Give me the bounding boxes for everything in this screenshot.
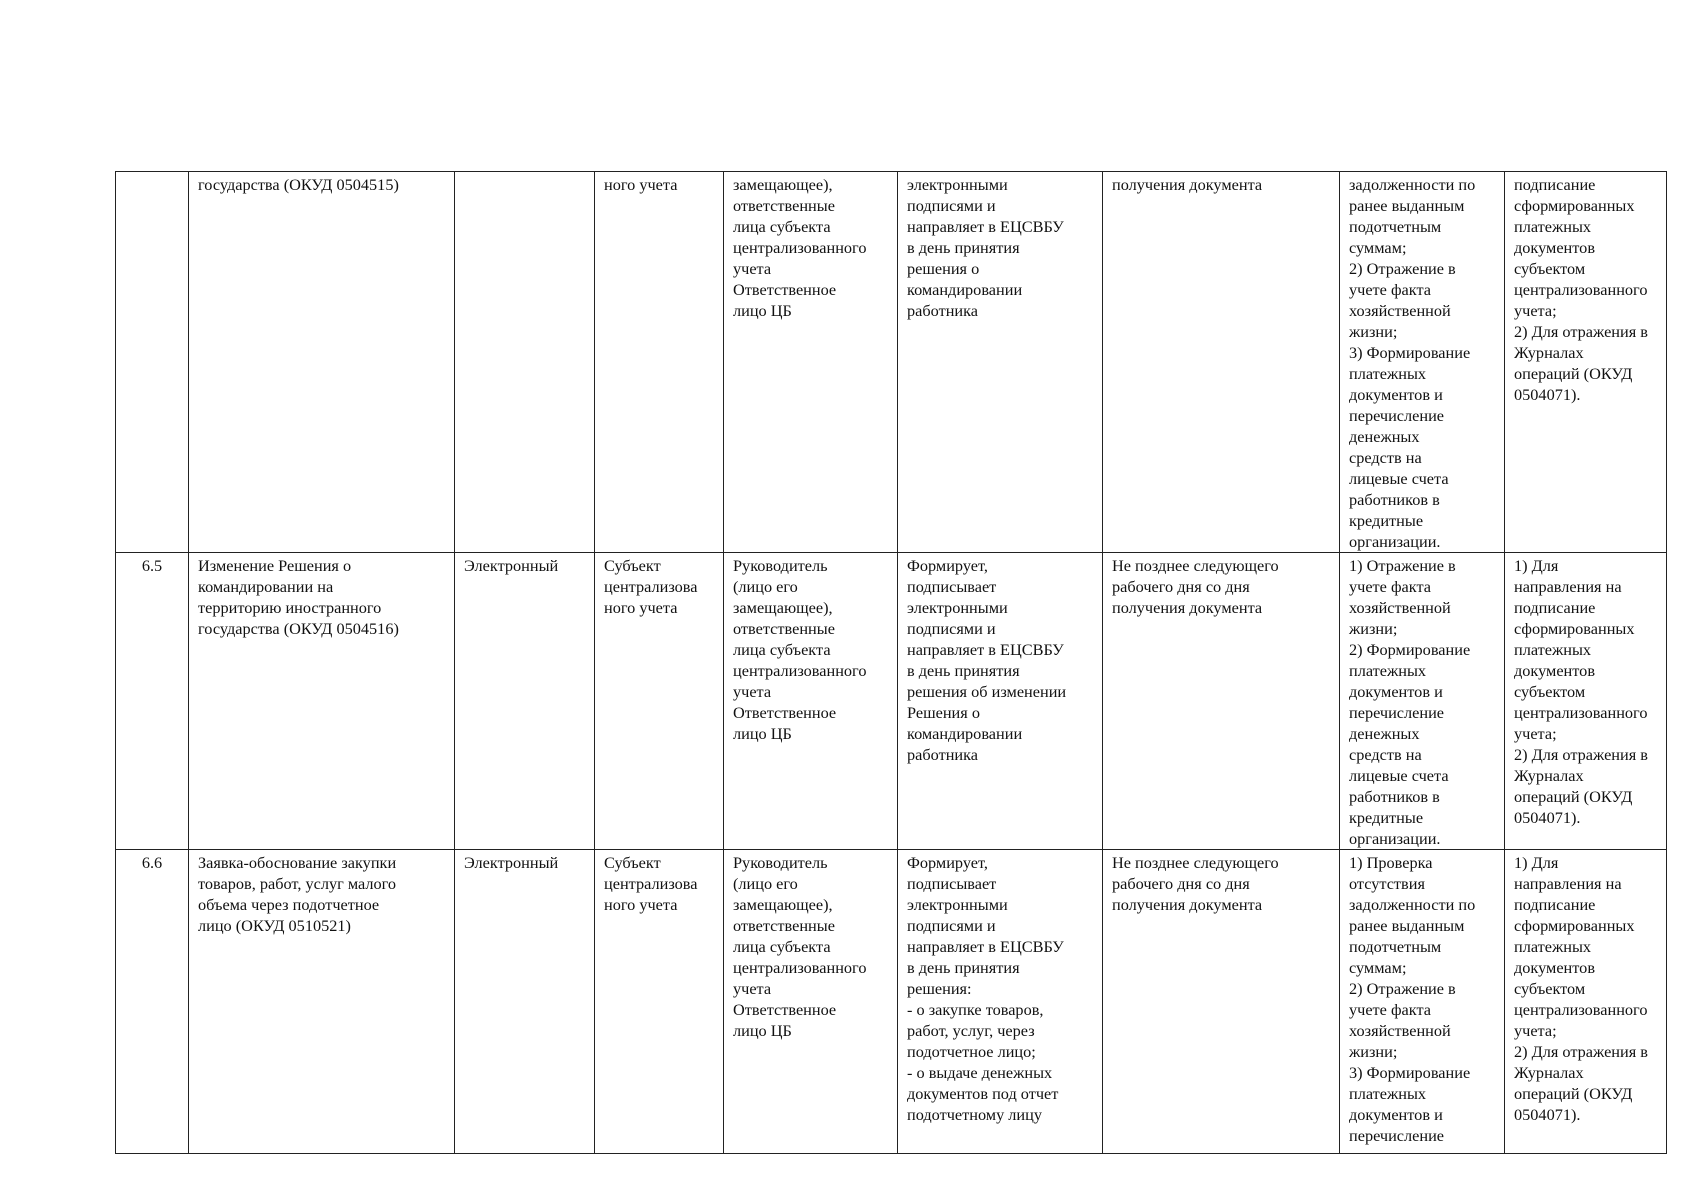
- deadline-cell: Не позднее следующего рабочего дня со дня получения документа: [1103, 850, 1340, 1154]
- document-form-cell: Электронный: [455, 850, 595, 1154]
- document-form-cell: Электронный: [455, 553, 595, 850]
- subject-purpose-cell: 1) Для направления на подписание сформированных платежных документов субъектом централизованного учета; 2) Для отражения в Журналах операций (ОКУД 0504071).: [1505, 850, 1667, 1154]
- table-row: [116, 172, 1667, 553]
- originator-cell: Субъект централизова ного учета: [595, 553, 724, 850]
- subject-purpose-cell: подписание сформированных платежных документов субъектом централизованного учета; 2) Для отражения в Журналах операций (ОКУД 0504071).: [1505, 172, 1667, 553]
- row-number-cell: 6.5: [116, 553, 189, 850]
- responsible-persons-cell: замещающее), ответственные лица субъекта централизованного учета Ответственное лицо ЦБ: [724, 172, 898, 553]
- actions-cell: Формирует, подписывает электронными подписями и направляет в ЕЦСВБУ в день принятия решения об изменении Решения о командировании работника: [898, 553, 1103, 850]
- actions-cell: Формирует, подписывает электронными подписями и направляет в ЕЦСВБУ в день принятия решения: - о закупке товаров, работ, услуг, через подотчетное лицо; - о выдаче денежных документов под отчет подотчетному лицу: [898, 850, 1103, 1154]
- row-number-cell: 6.6: [116, 850, 189, 1154]
- document-name-cell: государства (ОКУД 0504515): [189, 172, 455, 553]
- document-form-cell: [455, 172, 595, 553]
- responsible-persons-cell: Руководитель (лицо его замещающее), ответственные лица субъекта централизованного учета Ответственное лицо ЦБ: [724, 850, 898, 1154]
- deadline-cell: Не позднее следующего рабочего дня со дня получения документа: [1103, 553, 1340, 850]
- document-table: [115, 171, 1667, 1154]
- accounting-purpose-cell: 1) Проверка отсутствия задолженности по ранее выданным подотчетным суммам; 2) Отражение в учете факта хозяйственной жизни; 3) Формирование платежных документов и перечисление: [1340, 850, 1505, 1154]
- table-row: [116, 850, 1667, 1154]
- actions-cell: электронными подписями и направляет в ЕЦСВБУ в день принятия решения о командировании работника: [898, 172, 1103, 553]
- accounting-purpose-cell: 1) Отражение в учете факта хозяйственной жизни; 2) Формирование платежных документов и перечисление денежных средств на лицевые счета работников в кредитные организации.: [1340, 553, 1505, 850]
- originator-cell: ного учета: [595, 172, 724, 553]
- originator-cell: Субъект централизова ного учета: [595, 850, 724, 1154]
- responsible-persons-cell: Руководитель (лицо его замещающее), ответственные лица субъекта централизованного учета Ответственное лицо ЦБ: [724, 553, 898, 850]
- subject-purpose-cell: 1) Для направления на подписание сформированных платежных документов субъектом централизованного учета; 2) Для отражения в Журналах операций (ОКУД 0504071).: [1505, 553, 1667, 850]
- deadline-cell: получения документа: [1103, 172, 1340, 553]
- document-name-cell: Изменение Решения о командировании на территорию иностранного государства (ОКУД 0504516): [189, 553, 455, 850]
- table-row: [116, 553, 1667, 850]
- accounting-purpose-cell: задолженности по ранее выданным подотчетным суммам; 2) Отражение в учете факта хозяйственной жизни; 3) Формирование платежных документов и перечисление денежных средств на лицевые счета работников в кредитные организации.: [1340, 172, 1505, 553]
- document-name-cell: Заявка-обоснование закупки товаров, работ, услуг малого объема через подотчетное лицо (ОКУД 0510521): [189, 850, 455, 1154]
- row-number-cell: [116, 172, 189, 553]
